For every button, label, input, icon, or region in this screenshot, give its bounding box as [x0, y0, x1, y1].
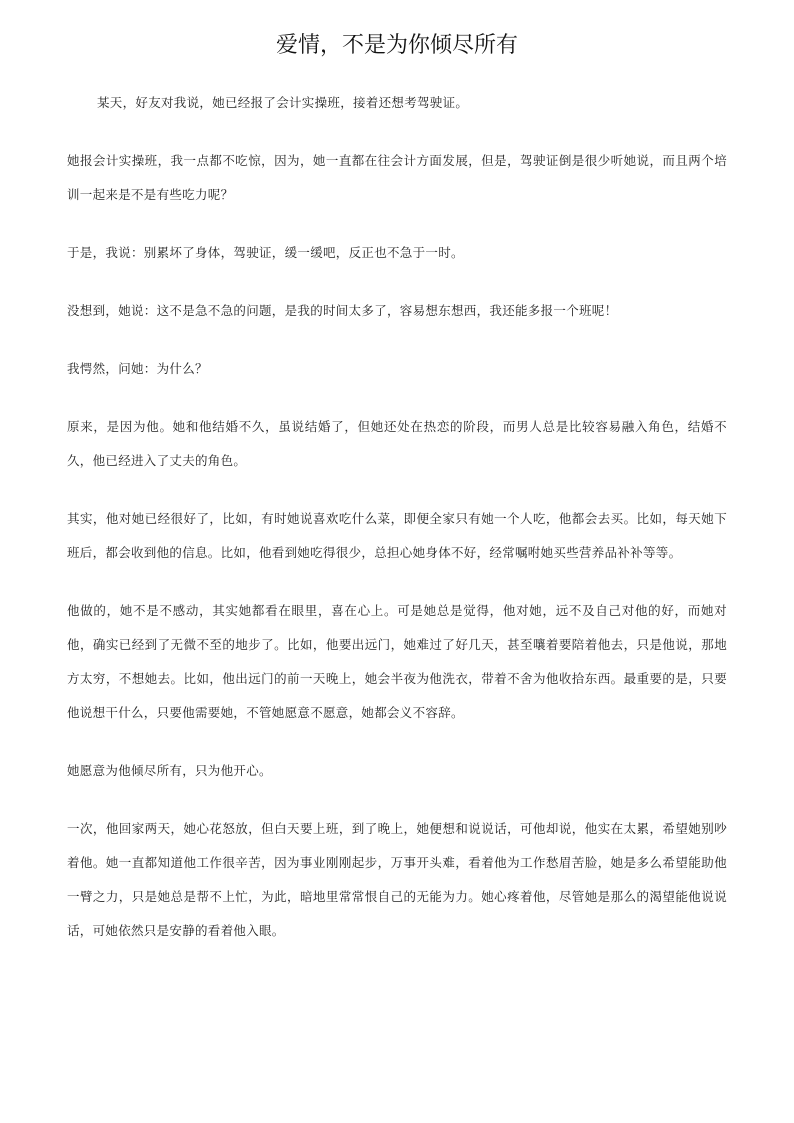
paragraph: 我愕然，问她：为什么？ [67, 361, 208, 376]
document-body [67, 86, 727, 972]
paragraph: 她愿意为他倾尽所有，只为他开心。 [67, 763, 272, 778]
paragraph: 她报会计实操班，我一点都不吃惊，因为，她一直都在往会计方面发展，但是，驾驶证倒是很少听她说，而且两个培训一起来是不是有些吃力呢？ [67, 153, 727, 202]
paragraph: 其实，他对她已经很好了，比如，有时她说喜欢吃什么菜，即便全家只有她一个人吃，他都会去买。比如，每天她下班后，都会收到他的信息。比如，他看到她吃得很少，总担心她身体不好，经常嘱咐她买些营养品补补等等。 [67, 511, 727, 560]
paragraph: 原来，是因为他。她和他结婚不久，虽说结婚了，但她还处在热恋的阶段，而男人总是比较容易融入角色，结婚不久，他已经进入了丈夫的角色。 [67, 419, 727, 468]
document-title: 爱情，不是为你倾尽所有 [275, 33, 518, 58]
paragraph: 于是，我说：别累坏了身体，驾驶证，缓一缓吧，反正也不急于一时。 [67, 245, 464, 260]
paragraph: 他做的，她不是不感动，其实她都看在眼里，喜在心上。可是她总是觉得，他对她，远不及自己对他的好，而她对他，确实已经到了无微不至的地步了。比如，他要出远门，她难过了好几天，甚至嚷着要陪着他去，只是他说，那地方太穷，不想她去。比如，他出远门的前一天晚上，她会半夜为他洗衣，带着不舍为他收拾东西。最重要的是，只要他说想干什么，只要他需要她，不管她愿意不愿意，她都会义不容辞。 [67, 603, 727, 720]
paragraph: 没想到，她说：这不是急不急的问题，是我的时间太多了，容易想东想西，我还能多报一个班呢！ [67, 303, 618, 318]
paragraph: 一次，他回家两天，她心花怒放，但白天要上班，到了晚上，她便想和说说话，可他却说，他实在太累，希望她别吵着他。她一直都知道他工作很辛苦，因为事业刚刚起步，万事开头难，看着他为工作愁眉苦脸，她是多么希望能助他一臂之力，只是她总是帮不上忙，为此，暗地里常常恨自己的无能为力。她心疼着他，尽管她是那么的渴望能他说说话，可她依然只是安静的看着他入眼。 [67, 821, 727, 938]
paragraph: 某天，好友对我说，她已经报了会计实操班，接着还想考驾驶证。 [97, 95, 469, 110]
